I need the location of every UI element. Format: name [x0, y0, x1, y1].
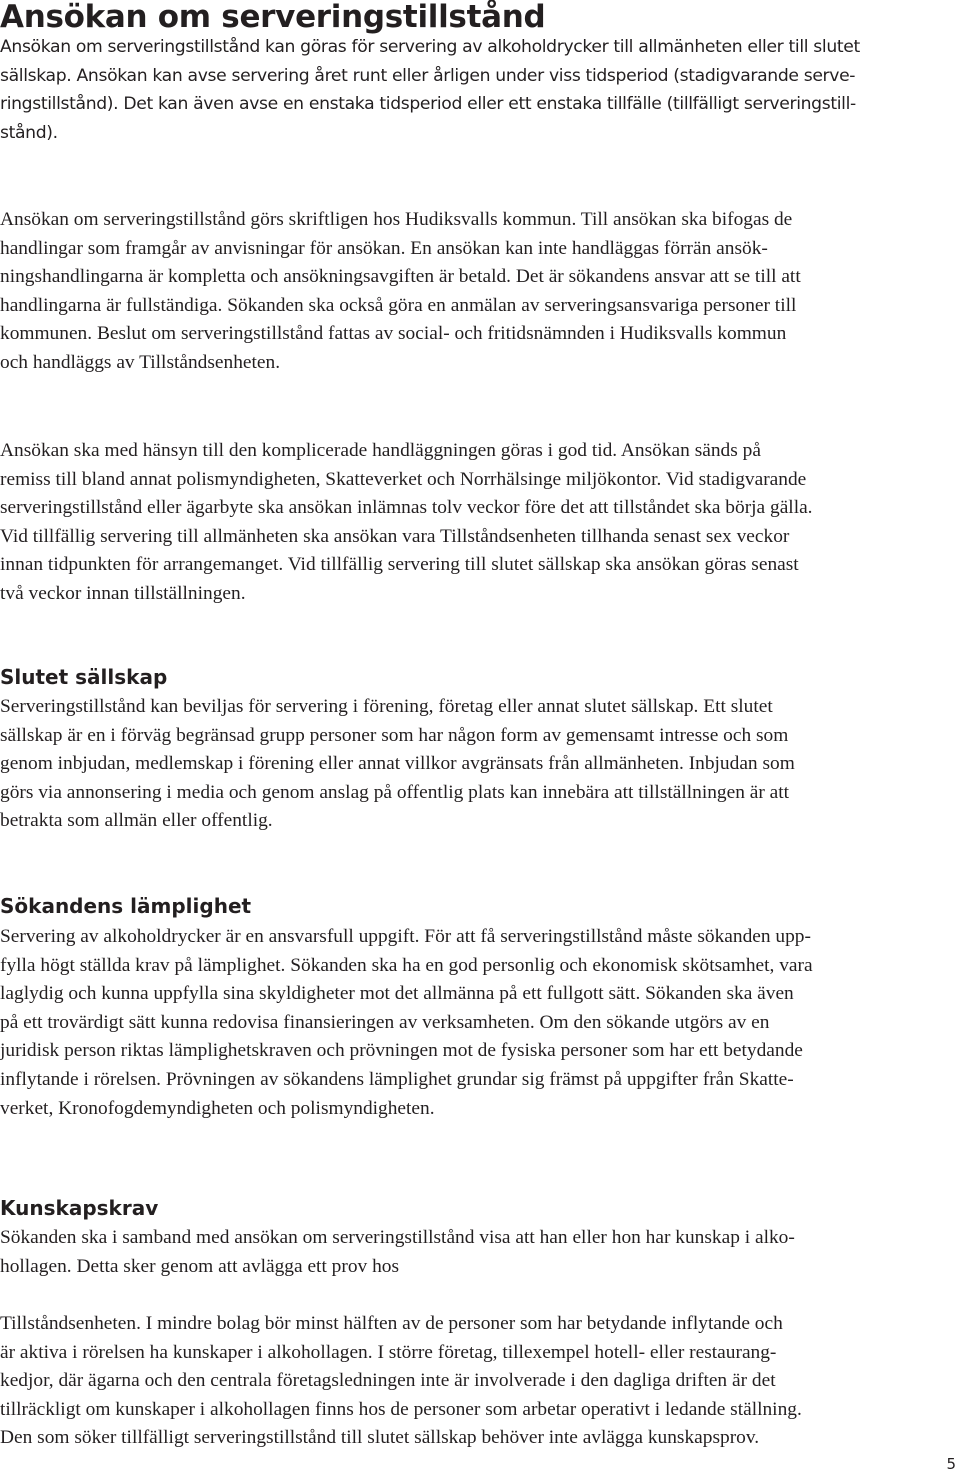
- section-heading-slutet-sallskap: Slutet sällskap: [0, 665, 168, 689]
- intro-line: Ansökan om serveringstillstånd kan göras för servering av alkoholdrycker till allmänheten eller till slutet: [0, 37, 860, 57]
- paragraph-line: Ansökan ska med hänsyn till den komplicerade handläggningen göras i god tid. Ansökan sänds på: [0, 440, 761, 461]
- section-heading-kunskapskrav: Kunskapskrav: [0, 1196, 159, 1220]
- paragraph-line: kedjor, där ägarna och den centrala företagsledningen inte är involverade i den dagliga driften är det: [0, 1370, 776, 1392]
- paragraph-line: och handläggs av Tillståndsenheten.: [0, 351, 281, 373]
- paragraph-line: innan tidpunkten för arrangemanget. Vid tillfällig servering till slutet sällskap ska ansökan göras senast: [0, 554, 799, 576]
- application-paragraph: [0, 206, 960, 378]
- paragraph-line: Vid tillfällig servering till allmänheten ska ansökan vara Tillståndsenheten tillhanda senast sex veckor: [0, 525, 790, 547]
- paragraph-line: Ansökan om serveringstillstånd görs skriftligen hos Hudiksvalls kommun. Till ansökan ska bifogas de: [0, 209, 793, 230]
- paragraph-line: görs via annonsering i media och genom anslag på offentlig plats kan innebära att tillställningen är att: [0, 781, 790, 803]
- intro-line: ringstillstånd). Det kan även avse en enstaka tidsperiod eller ett enstaka tillfälle (tillfälligt serveringstill-: [0, 94, 856, 115]
- paragraph-line: kommunen. Beslut om serveringstillstånd fattas av social- och fritidsnämnden i Hudiksvalls kommun: [0, 323, 787, 345]
- paragraph-line: handlingar som framgår av anvisningar för ansökan. En ansökan kan inte handläggas förrän ansök-: [0, 237, 768, 259]
- paragraph-line: hollagen. Detta sker genom att avlägga ett prov hos: [0, 1255, 400, 1277]
- paragraph-line: fylla högt ställda krav på lämplighet. Sökanden ska ha en god personlig och ekonomisk skötsamhet, vara: [0, 954, 813, 976]
- intro-line: sällskap. Ansökan kan avse servering året runt eller årligen under viss tidsperiod (stadigvarande serve-: [0, 65, 856, 86]
- paragraph-line: tillräckligt om kunskaper i alkohollagen finns hos de personer som arbetar operativt i ledande ställning.: [0, 1398, 802, 1420]
- paragraph-line: två veckor innan tillställningen.: [0, 582, 246, 604]
- page-title: Ansökan om serveringstillstånd: [0, 0, 546, 35]
- paragraph-line: juridisk person riktas lämplighetskraven och prövningen mot de fysiska personer som har ett betydande: [0, 1040, 803, 1062]
- paragraph-line: remiss till bland annat polismyndigheten, Skatteverket och Norrhälsinge miljökontor. Vid stadigvarande: [0, 468, 807, 490]
- intro-line: stånd).: [0, 122, 58, 143]
- paragraph-line: serveringstillstånd eller ägarbyte ska ansökan inlämnas tolv veckor före det att tillståndet ska börja gälla.: [0, 497, 813, 519]
- paragraph-line: på ett trovärdigt sätt kunna redovisa finansieringen av verksamheten. Om den sökande utgörs av en: [0, 1011, 770, 1033]
- suitability-paragraph: [0, 923, 960, 1123]
- closed-party-paragraph: [0, 693, 960, 836]
- section-heading-sokandens-lamplighet: Sökandens lämplighet: [0, 894, 252, 918]
- paragraph-line: betrakta som allmän eller offentlig.: [0, 810, 273, 832]
- page-number: 5: [946, 1455, 956, 1473]
- paragraph-line: inflytande i rörelsen. Prövningen av sökandens lämplighet grundar sig främst på uppgifter från Skatte-: [0, 1068, 794, 1090]
- intro-paragraph: [0, 33, 960, 147]
- timing-paragraph: [0, 437, 960, 609]
- paragraph-line: handlingarna är fullständiga. Sökanden ska också göra en anmälan av serveringsansvariga personer till: [0, 294, 797, 316]
- paragraph-line: genom inbjudan, medlemskap i förening eller annat villkor avgränsats från allmänheten. Inbjudan som: [0, 753, 795, 775]
- paragraph-line: verket, Kronofogdemyndigheten och polismyndigheten.: [0, 1097, 435, 1119]
- paragraph-line: Tillståndsenheten. I mindre bolag bör minst hälften av de personer som har betydande inflytande och: [0, 1313, 783, 1334]
- paragraph-line: sällskap är en i förväg begränsad grupp personer som har någon form av gemensamt intresse och som: [0, 724, 789, 746]
- paragraph-line: Sökanden ska i samband med ansökan om serveringstillstånd visa att han eller hon har kunskap i alko-: [0, 1227, 795, 1248]
- paragraph-line: Serveringstillstånd kan beviljas för servering i förening, företag eller annat slutet sällskap. Ett slutet: [0, 696, 773, 717]
- paragraph-line: Servering av alkoholdrycker är en ansvarsfull uppgift. För att få serveringstillstånd måste sökanden upp-: [0, 926, 811, 947]
- paragraph-line: ningshandlingarna är kompletta och ansökningsavgiften är betald. Det är sökandens ansvar att se till att: [0, 266, 801, 288]
- knowledge-paragraph-a: [0, 1224, 960, 1281]
- paragraph-line: laglydig och kunna uppfylla sina skyldigheter mot det allmänna på ett fullgott sätt. Sökanden ska även: [0, 983, 794, 1005]
- paragraph-line: är aktiva i rörelsen ha kunskaper i alkohollagen. I större företag, tillexempel hotell- eller restaurang-: [0, 1341, 777, 1363]
- paragraph-line: Den som söker tillfälligt serveringstillstånd till slutet sällskap behöver inte avlägga kunskapsprov.: [0, 1427, 760, 1449]
- knowledge-paragraph-b: [0, 1310, 960, 1453]
